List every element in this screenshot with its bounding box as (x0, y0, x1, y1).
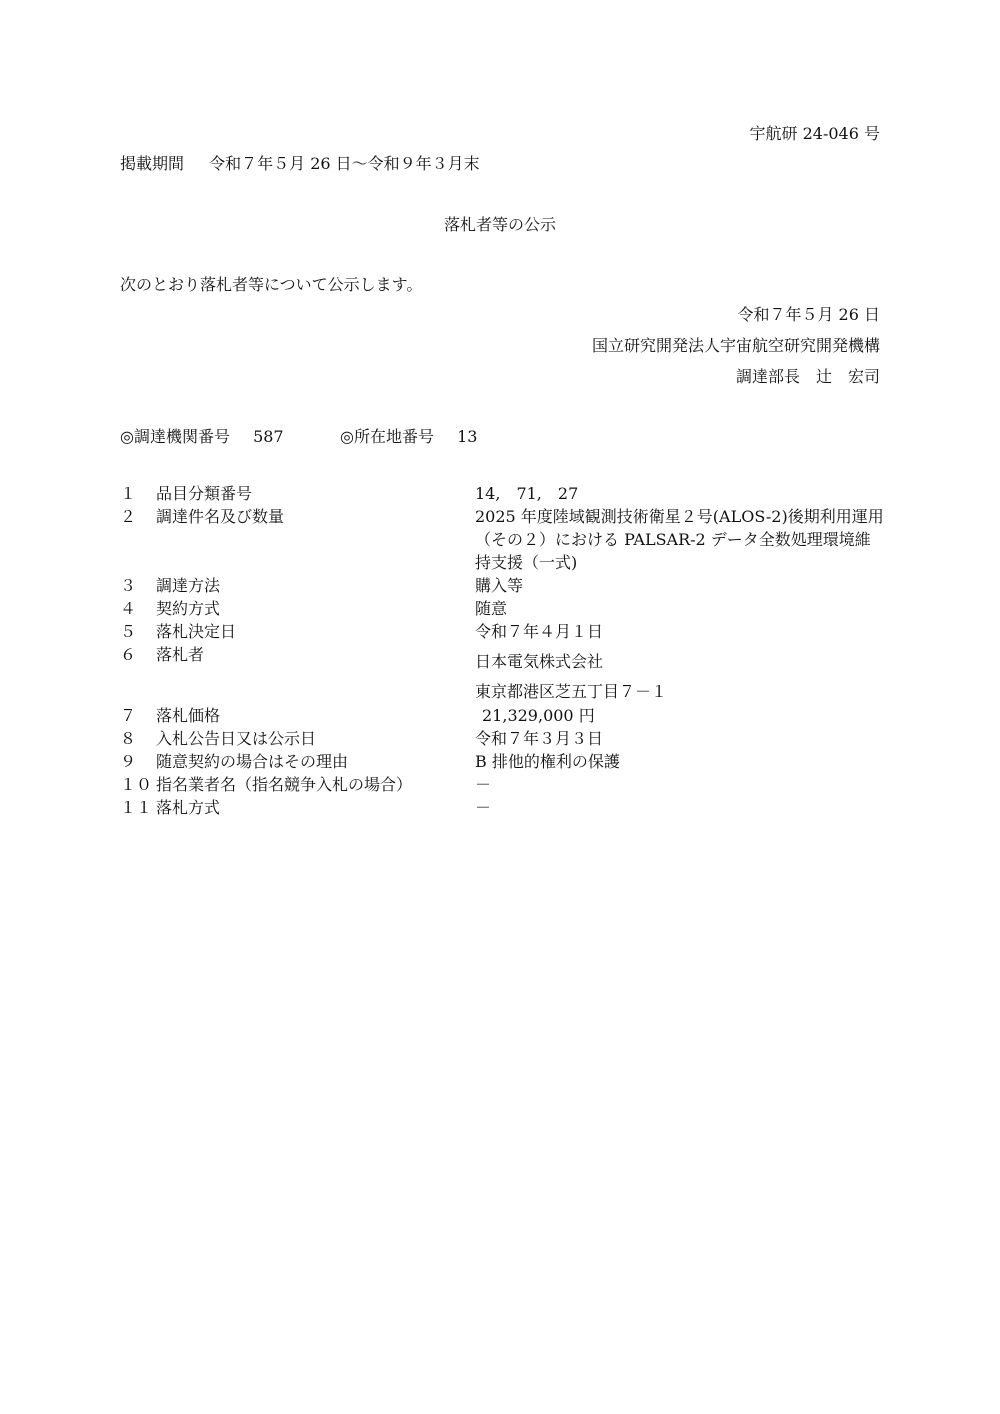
item-number: ７ (120, 706, 137, 725)
item-row (120, 624, 880, 647)
document-title: 落札者等の公示 (443, 215, 556, 234)
posting-period (120, 156, 480, 172)
item-number: ８ (120, 729, 137, 748)
item-label: 入札公告日又は公示日 (156, 729, 317, 748)
document-number: 宇航研 24-046 号 (749, 124, 880, 143)
item-label: 落札方式 (156, 798, 221, 817)
agency-code-label: ◎調達機関番号 (120, 427, 230, 446)
item-value: 購入等 (475, 576, 524, 595)
item-row (120, 647, 880, 707)
item-value: 21,329,000 円 (482, 706, 595, 725)
location-code (340, 429, 477, 445)
issuer-organization: 国立研究開発法人宇宙航空研究開発機構 (591, 336, 880, 355)
item-label: 落札決定日 (156, 622, 237, 641)
issuer-official: 調達部長 辻 宏司 (735, 367, 880, 386)
item-row (120, 708, 880, 731)
item-label: 調達方法 (156, 576, 221, 595)
item-label: 指名業者名（指名競争入札の場合） (156, 775, 413, 794)
item-number: １０ (120, 775, 153, 794)
item-value: 令和７年３月３日 (475, 729, 604, 748)
item-number: ４ (120, 599, 137, 618)
item-row (120, 601, 880, 624)
item-row (120, 578, 880, 601)
item-number: ３ (120, 576, 137, 595)
item-value: 2025 年度陸域観測技術衛星２号(ALOS-2)後期利用運用（その２）における PALSAR-2 データ全数処理環境維持支援（一式) (475, 507, 884, 572)
item-label: 随意契約の場合はその理由 (156, 752, 349, 771)
intro-text: 次のとおり落札者等について公示します。 (120, 275, 423, 294)
item-number: ６ (120, 645, 137, 664)
item-row (120, 754, 880, 777)
item-value-address: 東京都港区芝五丁目７－１ (475, 682, 668, 701)
item-number: ５ (120, 622, 137, 641)
agency-code (120, 429, 284, 445)
item-label: 落札価格 (156, 706, 221, 725)
location-code-value: 13 (457, 427, 478, 446)
item-number: １１ (120, 798, 153, 817)
item-value: 日本電気株式会社 (475, 652, 604, 671)
item-number: ９ (120, 752, 137, 771)
posting-period-label: 掲載期間 (120, 154, 185, 173)
item-label: 調達件名及び数量 (156, 507, 285, 526)
item-label: 契約方式 (156, 599, 221, 618)
item-value: － (475, 775, 492, 794)
item-row (120, 800, 880, 823)
item-value: 14, 71, 27 (475, 484, 579, 503)
item-number: １ (120, 484, 137, 503)
item-value: 随意 (475, 599, 508, 618)
item-value: 令和７年４月１日 (475, 622, 604, 641)
item-label: 落札者 (156, 645, 205, 664)
item-row (120, 731, 880, 754)
item-value: B 排他的権利の保護 (475, 752, 620, 771)
item-number: ２ (120, 507, 137, 526)
item-label: 品目分類番号 (156, 484, 253, 503)
item-row (120, 777, 880, 800)
location-code-label: ◎所在地番号 (340, 427, 434, 446)
posting-period-value: 令和７年５月 26 日～令和９年３月末 (209, 154, 480, 173)
item-value: － (475, 798, 492, 817)
item-row (120, 507, 884, 579)
issue-date: 令和７年５月 26 日 (737, 305, 880, 324)
agency-code-value: 587 (253, 427, 284, 446)
